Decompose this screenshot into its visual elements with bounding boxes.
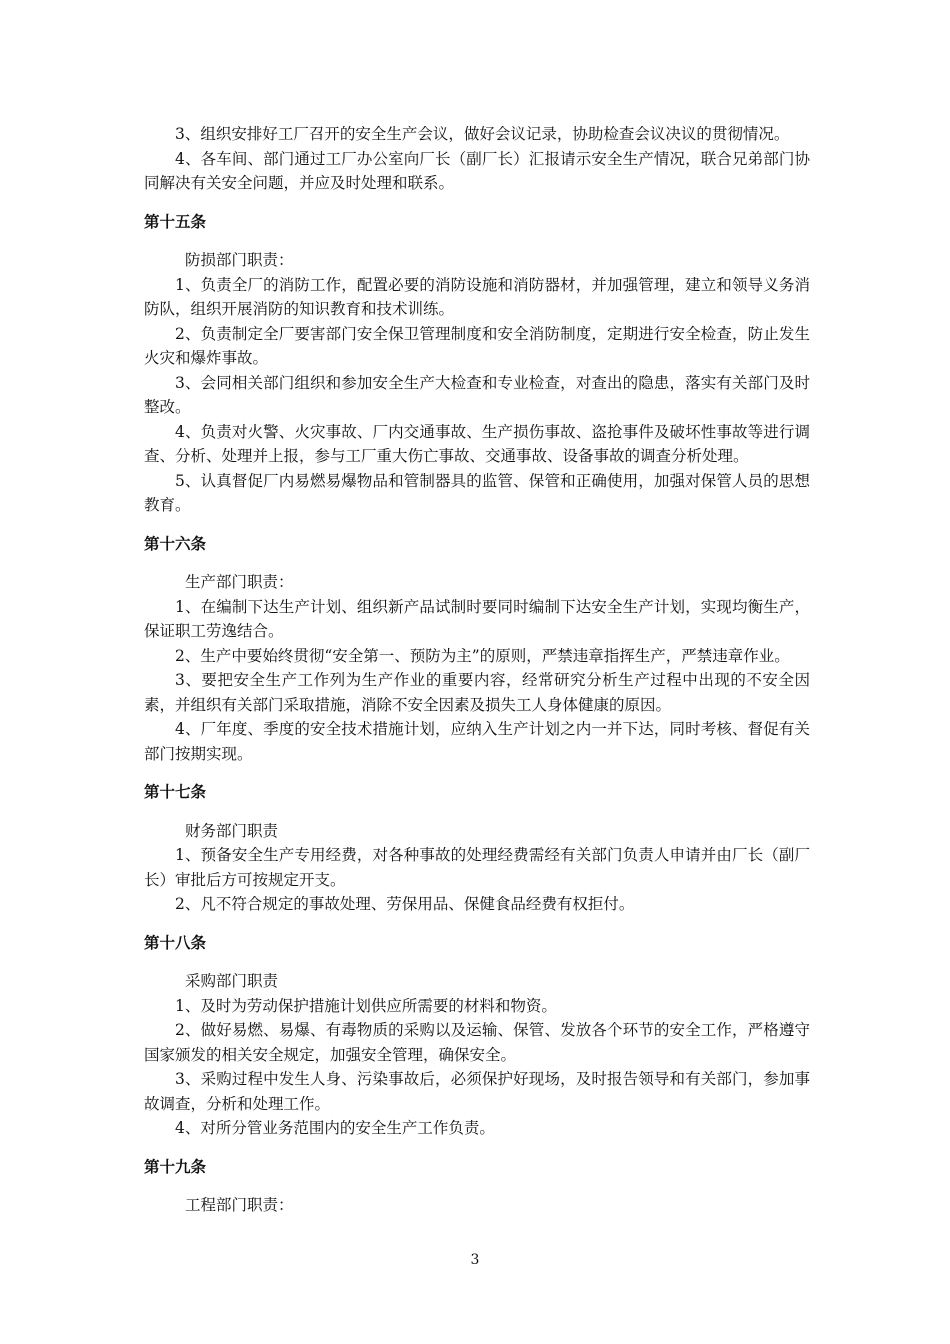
article-17-subheading: 财务部门职责 (185, 821, 279, 840)
page-number: 3 (470, 1252, 480, 1268)
article-19-subheading: 工程部门职责： (185, 1196, 294, 1214)
article-16-heading: 第十六条 (144, 534, 207, 553)
article-15-item-2: 2、负责制定全厂要害部门安全保卫管理制度和安全消防制度，定期进行安全检查，防止发生火灾和爆炸事故。 (144, 324, 810, 367)
article-16-item-2: 2、生产中要始终贯彻“安全第一、预防为主”的原则，严禁违章指挥生产，严禁违章作业。 (175, 646, 790, 665)
article-18-item-4: 4、对所分管业务范围内的安全生产工作负责。 (175, 1119, 495, 1137)
article-17-item-1: 1、预备安全生产专用经费，对各种事故的处理经费需经有关部门负责人申请并由厂长（副厂长）审批后方可按规定开支。 (144, 846, 810, 889)
article-18-item-2: 2、做好易燃、易爆、有毒物质的采购以及运输、保管、发放各个环节的安全工作，严格遵守国家颁发的相关安全规定，加强安全管理，确保安全。 (144, 1021, 810, 1064)
article-15-item-1: 1、负责全厂的消防工作，配置必要的消防设施和消防器材，并加强管理，建立和领导义务消防队，组织开展消防的知识教育和技术训练。 (144, 275, 810, 318)
article-18-item-3: 3、采购过程中发生人身、污染事故后，必须保护好现场，及时报告领导和有关部门，参加事故调查，分析和处理工作。 (144, 1070, 810, 1113)
article-17-heading: 第十七条 (144, 783, 207, 801)
article-15-heading: 第十五条 (144, 212, 207, 231)
article-16-subheading: 生产部门职责： (185, 573, 294, 591)
article-16-item-3: 3、要把安全生产工作列为生产作业的重要内容，经常研究分析生产过程中出现的不安全因素，并组织有关部门采取措施，消除不安全因素及损失工人身体健康的原因。 (144, 671, 810, 714)
article-15-item-3: 3、会同相关部门组织和参加安全生产大检查和专业检查，对查出的隐患，落实有关部门及时整改。 (144, 373, 810, 416)
article-15-item-5: 5、认真督促厂内易燃易爆物品和管制器具的监管、保管和正确使用，加强对保管人员的思想教育。 (144, 471, 810, 514)
article-16-item-4: 4、厂年度、季度的安全技术措施计划，应纳入生产计划之内一并下达，同时考核、督促有关部门按期实现。 (144, 720, 810, 763)
article-15-subheading: 防损部门职责： (185, 251, 294, 269)
article-19-heading: 第十九条 (144, 1157, 207, 1176)
intro-paragraph-4: 4、各车间、部门通过工厂办公室向厂长（副厂长）汇报请示安全生产情况，联合兄弟部门协同解决有关安全问题，并应及时处理和联系。 (144, 149, 810, 192)
document-body (144, 122, 810, 1218)
intro-paragraph-3: 3、组织安排好工厂召开的安全生产会议，做好会议记录，协助检查会议决议的贯彻情况。 (175, 125, 790, 143)
article-15-item-4: 4、负责对火警、火灾事故、厂内交通事故、生产损伤事故、盗抢事件及破坏性事故等进行调查、分析、处理并上报，参与工厂重大伤亡事故、交通事故、设备事故的调查分析处理。 (144, 422, 810, 465)
article-17-item-2: 2、凡不符合规定的事故处理、劳保用品、保健食品经费有权拒付。 (175, 895, 635, 913)
article-18-item-1: 1、及时为劳动保护措施计划供应所需要的材料和物资。 (175, 996, 557, 1015)
article-18-subheading: 采购部门职责 (185, 972, 279, 990)
article-18-heading: 第十八条 (144, 933, 207, 952)
article-16-item-1: 1、在编制下达生产计划、组织新产品试制时要同时编制下达安全生产计划，实现均衡生产，保证职工劳逸结合。 (144, 597, 810, 640)
